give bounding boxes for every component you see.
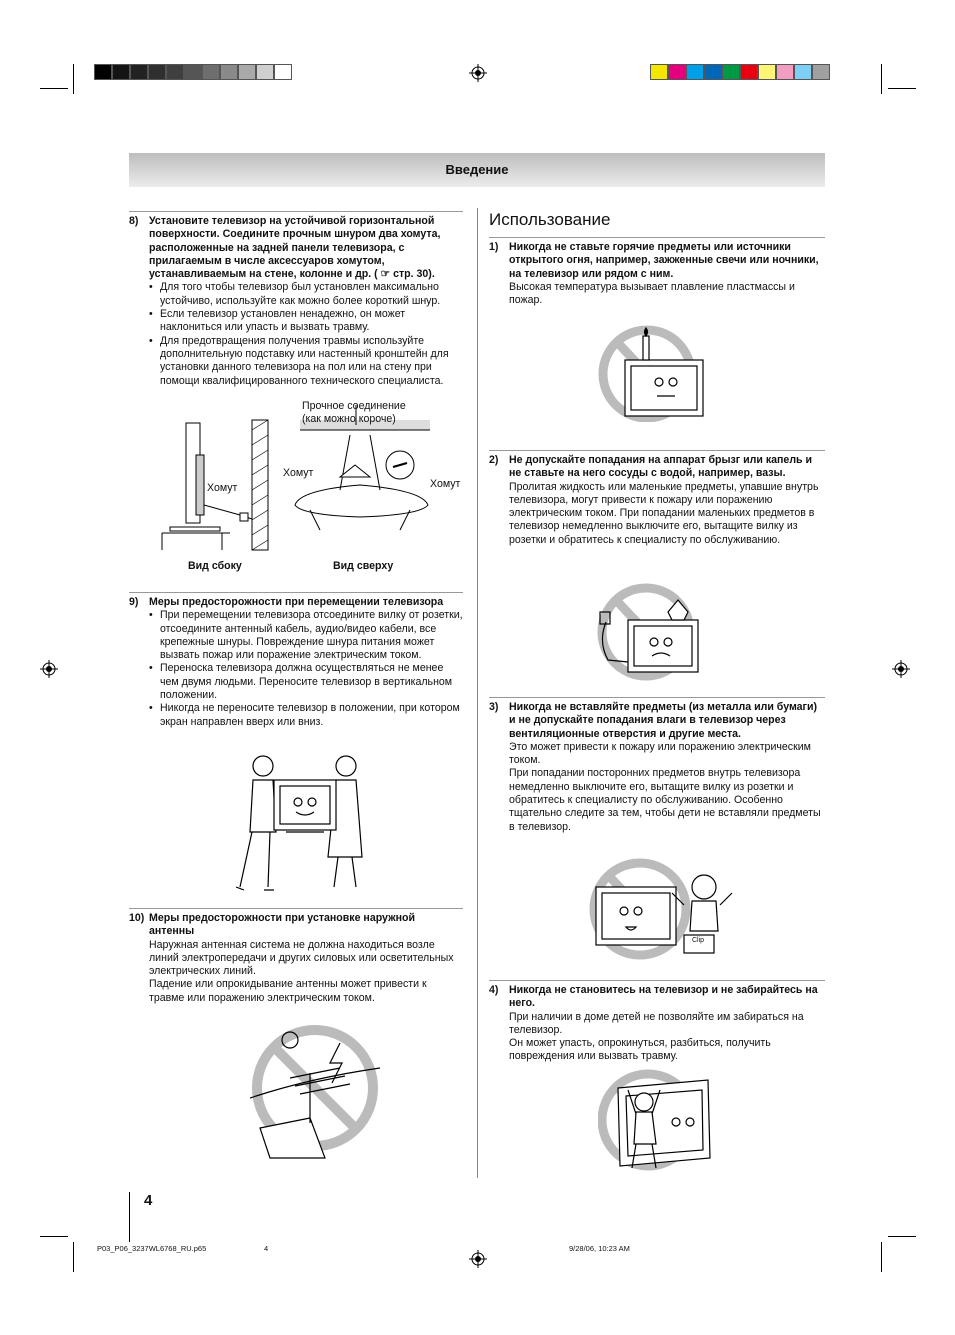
registration-mark-icon bbox=[469, 64, 487, 82]
item-title: Не допускайте попадания на аппарат брызг или капель и не ставьте на него сосуды с водой, например, вазы. bbox=[509, 454, 813, 480]
item-3 bbox=[489, 697, 825, 834]
item-2 bbox=[489, 450, 825, 547]
item-title: Никогда не вставляйте предметы (из металла или бумаги) и не допускайте попадания влаги в телевизор через вентиляционные отверстия и другие места. bbox=[509, 701, 817, 740]
list-item: • Для предотвращения получения травмы используйте дополнительную подставку или настенный кронштейн для установки данного телевизора на пол или на стену при помощи квалифицированного технического специалиста. bbox=[149, 335, 463, 388]
color-swatch bbox=[776, 64, 794, 80]
item-10 bbox=[129, 908, 463, 1005]
clamp-label: Хомут bbox=[207, 482, 238, 494]
item-8 bbox=[129, 211, 463, 388]
color-swatch bbox=[220, 64, 238, 80]
item-number: 2) bbox=[489, 454, 499, 466]
section-title: Использование bbox=[489, 210, 611, 229]
item-text: Это может привести к пожару или поражению электрическим током. При попадании посторонних предметов внутрь телевизора немедленно выключите его, вытащите вилку из розетки и обратитесь к специалисту по обслуживанию. Особенно тщательно следите за тем, чтобы дети не вставляли предметы в телевизор. bbox=[509, 740, 821, 833]
color-swatch bbox=[148, 64, 166, 80]
item-rule bbox=[129, 908, 463, 909]
item-text: При наличии в доме детей не позволяйте им забираться на телевизор. Он может упасть, опрокинуться, разбиться, получить повреждения или вызвать травму. bbox=[509, 1010, 804, 1063]
item-number: 10) bbox=[129, 912, 145, 924]
footer-filename: P03_P06_3237WL6768_RU.p65 bbox=[97, 1244, 207, 1253]
color-swatch bbox=[686, 64, 704, 80]
crop-mark bbox=[73, 64, 74, 94]
color-swatch bbox=[812, 64, 830, 80]
color-swatch bbox=[202, 64, 220, 80]
color-swatch bbox=[740, 64, 758, 80]
item-rule bbox=[129, 592, 463, 593]
item-rule bbox=[489, 450, 825, 451]
item-title: Меры предосторожности при перемещении телевизора bbox=[149, 596, 444, 608]
registration-mark-icon bbox=[40, 660, 58, 678]
carrying-tv-illustration bbox=[228, 752, 378, 897]
section-header bbox=[129, 153, 825, 187]
page-number: 4 bbox=[144, 1192, 153, 1209]
color-swatch bbox=[758, 64, 776, 80]
item-number: 1) bbox=[489, 241, 499, 253]
crop-mark bbox=[888, 1236, 916, 1237]
candle-on-tv-illustration bbox=[595, 322, 710, 422]
item-rule bbox=[489, 237, 825, 238]
color-swatch bbox=[184, 64, 202, 80]
page-edge-line bbox=[129, 1192, 130, 1242]
list-item: • Никогда не переносите телевизор в положении, при котором экран направлен вверх или вниз. bbox=[149, 702, 463, 729]
registration-mark-icon bbox=[892, 660, 910, 678]
crop-mark bbox=[881, 1242, 882, 1272]
item-title: Никогда не становитесь на телевизор и не забирайтесь на него. bbox=[509, 984, 818, 1010]
item-title: Меры предосторожности при установке наружной антенны bbox=[149, 912, 415, 938]
clamp-label: Хомут bbox=[430, 478, 461, 490]
item-number: 3) bbox=[489, 701, 499, 713]
strong-connection-label: Прочное соединение (как можно короче) bbox=[302, 400, 406, 425]
item-4 bbox=[489, 980, 825, 1064]
clip-label: Clip bbox=[692, 937, 705, 944]
item-text: Высокая температура вызывает плавление пластмассы и пожар. bbox=[509, 280, 795, 307]
color-swatch bbox=[668, 64, 686, 80]
item-title: Никогда не ставьте горячие предметы или источники открытого огня, например, зажженные свечи или ночники, на телевизор или рядом с ним. bbox=[509, 241, 819, 280]
color-swatch bbox=[650, 64, 668, 80]
bullet-list bbox=[149, 281, 463, 387]
antenna-illustration bbox=[250, 1018, 385, 1163]
color-bar bbox=[650, 64, 830, 80]
item-1 bbox=[489, 237, 825, 307]
crop-mark bbox=[73, 1242, 74, 1272]
list-item: • При перемещении телевизора отсоедините вилку от розетки, отсоедините антенный кабель, аудио/видео кабели, все крепежные шнуры. Повреждение шнура питания может вызвать пожар или поражение электрическим током. bbox=[149, 609, 463, 662]
crop-mark bbox=[40, 88, 68, 89]
item-9 bbox=[129, 592, 463, 729]
footer-sheet: 4 bbox=[264, 1244, 269, 1253]
color-swatch bbox=[256, 64, 274, 80]
column-divider bbox=[477, 208, 478, 1178]
item-text: Наружная антенная система не должна находиться возле линий электропередачи и других силовых или осветительных электрических линий. Падение или опрокидывание антенны может привести к травме или поражению электрическим током. bbox=[149, 938, 454, 1004]
color-swatch bbox=[94, 64, 112, 80]
crop-mark bbox=[888, 88, 916, 89]
list-item: • Если телевизор установлен ненадежно, он может наклониться или упасть и вызвать травму. bbox=[149, 308, 463, 335]
side-view-caption: Вид сбоку bbox=[188, 560, 242, 572]
color-swatch bbox=[722, 64, 740, 80]
color-swatch bbox=[166, 64, 184, 80]
item-title: Установите телевизор на устойчивой горизонтальной поверхности. Соедините прочным шнуром два хомута, расположенные на задней панели телевизора, с прилагаемым в числе аксессуаров хомутом, устанавливаемым на стене, колонне и др. ( ☞ стр. 30). bbox=[149, 215, 441, 281]
item-rule bbox=[489, 980, 825, 981]
color-swatch bbox=[112, 64, 130, 80]
top-view-caption: Вид сверху bbox=[333, 560, 394, 572]
item-number: 8) bbox=[129, 215, 139, 227]
clamp-label: Хомут bbox=[283, 467, 314, 479]
color-swatch bbox=[130, 64, 148, 80]
section-header-title: Введение bbox=[445, 162, 509, 177]
registration-mark-icon bbox=[469, 1250, 487, 1268]
color-swatch bbox=[794, 64, 812, 80]
item-rule bbox=[129, 211, 463, 212]
item-number: 4) bbox=[489, 984, 499, 996]
list-item: • Для того чтобы телевизор был установлен максимально устойчиво, используйте как можно более короткий шнур. bbox=[149, 281, 463, 308]
item-number: 9) bbox=[129, 596, 139, 608]
color-swatch bbox=[704, 64, 722, 80]
crop-mark bbox=[881, 64, 882, 94]
color-swatch bbox=[274, 64, 292, 80]
child-inserting-objects-illustration bbox=[588, 853, 738, 963]
bullet-list bbox=[149, 609, 463, 729]
item-rule bbox=[489, 697, 825, 698]
grayscale-bar bbox=[94, 64, 292, 80]
vase-on-tv-illustration bbox=[588, 582, 703, 682]
color-swatch bbox=[238, 64, 256, 80]
list-item: • Переноска телевизора должна осуществляться не менее чем двумя людьми. Переносите телевизор в вертикальном положении. bbox=[149, 662, 463, 702]
footer-date: 9/28/06, 10:23 AM bbox=[569, 1244, 630, 1253]
crop-mark bbox=[40, 1236, 68, 1237]
child-climbing-tv-illustration bbox=[598, 1068, 718, 1178]
item-text: Пролитая жидкость или маленькие предметы, упавшие внутрь телевизора, могут привести к пожару или поражению электрическим током. При попадании маленьких предметов в телевизор немедленно выключите его, вытащите вилку из розетки и обратитесь к специалисту по обслуживанию. bbox=[509, 480, 819, 546]
installation-illustration bbox=[160, 405, 470, 555]
